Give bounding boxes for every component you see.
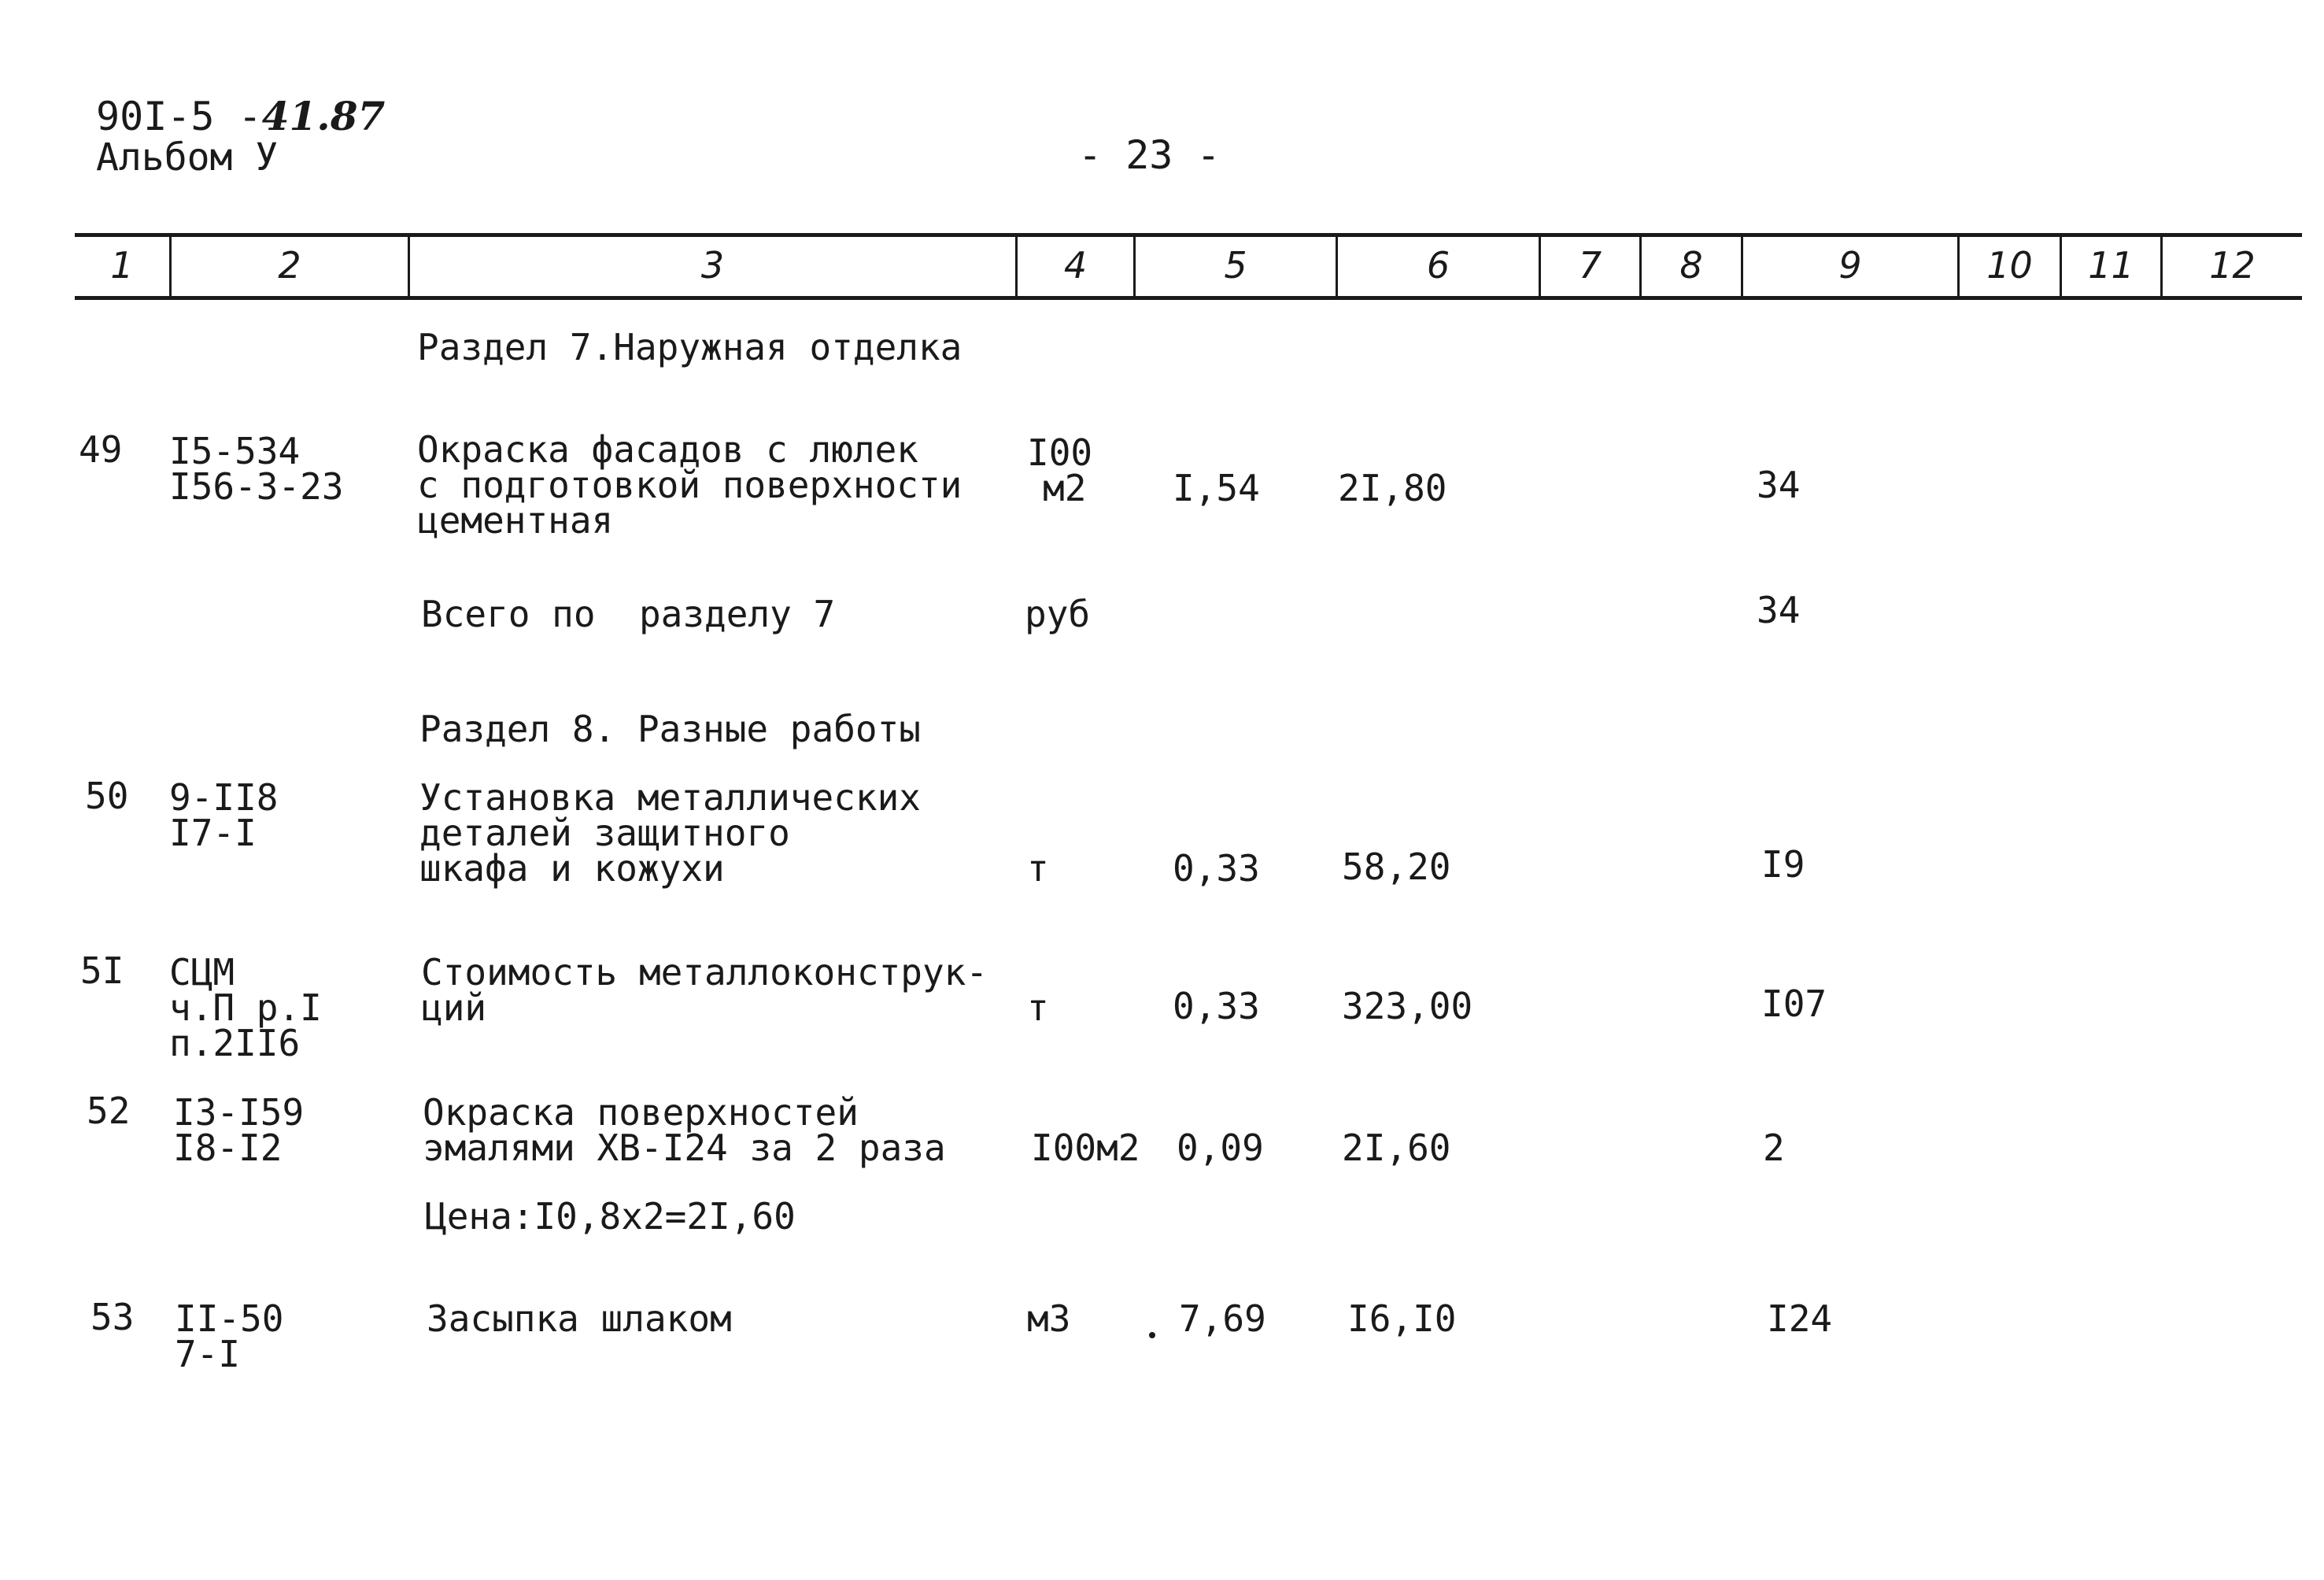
row-description: ций [421,986,487,1029]
row-note: Цена:I0,8х2=2I,60 [425,1195,796,1238]
scan-dot [1149,1332,1155,1338]
row-quantity: 0,33 [1173,985,1260,1027]
row-unit: т [1027,986,1049,1029]
document-code [96,93,386,139]
row-description: Окраска фасадов с люлек [417,428,918,471]
section-7-total-unit: руб [1025,593,1091,635]
row-description: Установка металлических [419,776,921,819]
row-unit: I00 [1027,431,1093,474]
column-header-6: 6 [1426,244,1450,287]
section-7-total-value: 34 [1757,589,1801,631]
row-quantity: 0,09 [1177,1127,1264,1169]
row-number: 53 [91,1296,135,1338]
row-total: I9 [1761,843,1805,886]
row-code: 7-I [175,1333,241,1375]
row-unit-price: I6,I0 [1347,1297,1457,1340]
row-quantity: I,54 [1173,467,1260,509]
row-description: эмалями ХВ-I24 за 2 раза [423,1127,946,1169]
row-total: I07 [1761,982,1827,1025]
row-description: с подготовкой поверхности [417,464,962,506]
row-number: 52 [87,1090,131,1132]
row-code: I56-3-23 [169,465,344,508]
column-header-10: 10 [1986,244,2033,287]
row-code: ч.П р.I [169,986,322,1029]
row-description: цементная [417,499,614,542]
document-code-printed: 90I-5 - [96,94,262,139]
page-number: - 23 - [1078,132,1221,178]
row-number: 50 [85,775,129,817]
column-header-3: 3 [700,244,725,287]
row-unit: I00м2 [1031,1127,1140,1169]
row-unit: м3 [1027,1297,1071,1340]
document-code-handwritten: 41.87 [261,93,386,139]
row-code: 9-II8 [169,776,279,819]
row-number: 5I [80,949,124,992]
row-code: п.2II6 [169,1022,301,1064]
column-header-8: 8 [1679,244,1703,287]
column-header-11: 11 [2088,244,2134,287]
column-header-2: 2 [278,244,301,287]
row-description: Стоимость металлоконструк- [421,951,988,994]
album-label: Альбом У [96,135,279,179]
column-header-1: 1 [110,244,134,287]
column-header-7: 7 [1578,244,1602,287]
column-header-9: 9 [1838,244,1862,287]
row-description: Окраска поверхностей [423,1091,859,1134]
row-description: шкафа и кожухи [419,847,725,890]
section-8-title: Раздел 8. Разные работы [419,708,921,750]
row-description: Засыпка шлаком [427,1297,732,1340]
row-code: СЦМ [169,951,235,994]
row-code: I7-I [169,812,257,854]
section-7-total-label: Всего по разделу 7 [421,593,836,635]
column-header-5: 5 [1224,244,1247,287]
section-7-title: Раздел 7.Наружная отделка [417,326,962,368]
row-quantity: 7,69 [1179,1297,1266,1340]
row-total: 2 [1763,1127,1785,1169]
row-quantity: 0,33 [1173,847,1260,890]
row-unit-price: 58,20 [1342,846,1451,888]
row-unit-price: 323,00 [1342,985,1473,1027]
row-code: I5-534 [169,430,301,472]
row-code: I8-I2 [173,1127,283,1169]
row-unit-price: 2I,60 [1342,1127,1451,1169]
row-total: I24 [1767,1297,1833,1340]
row-number: 49 [79,428,123,471]
row-code: I3-I59 [173,1091,305,1134]
column-header-4: 4 [1063,244,1088,287]
row-code: II-50 [175,1297,284,1340]
row-description: деталей защитного [419,812,790,854]
row-unit-price: 2I,80 [1338,467,1447,509]
row-unit: т [1027,847,1049,890]
row-unit: м2 [1043,467,1087,509]
row-total: 34 [1757,464,1801,506]
column-header-12: 12 [2209,244,2256,287]
